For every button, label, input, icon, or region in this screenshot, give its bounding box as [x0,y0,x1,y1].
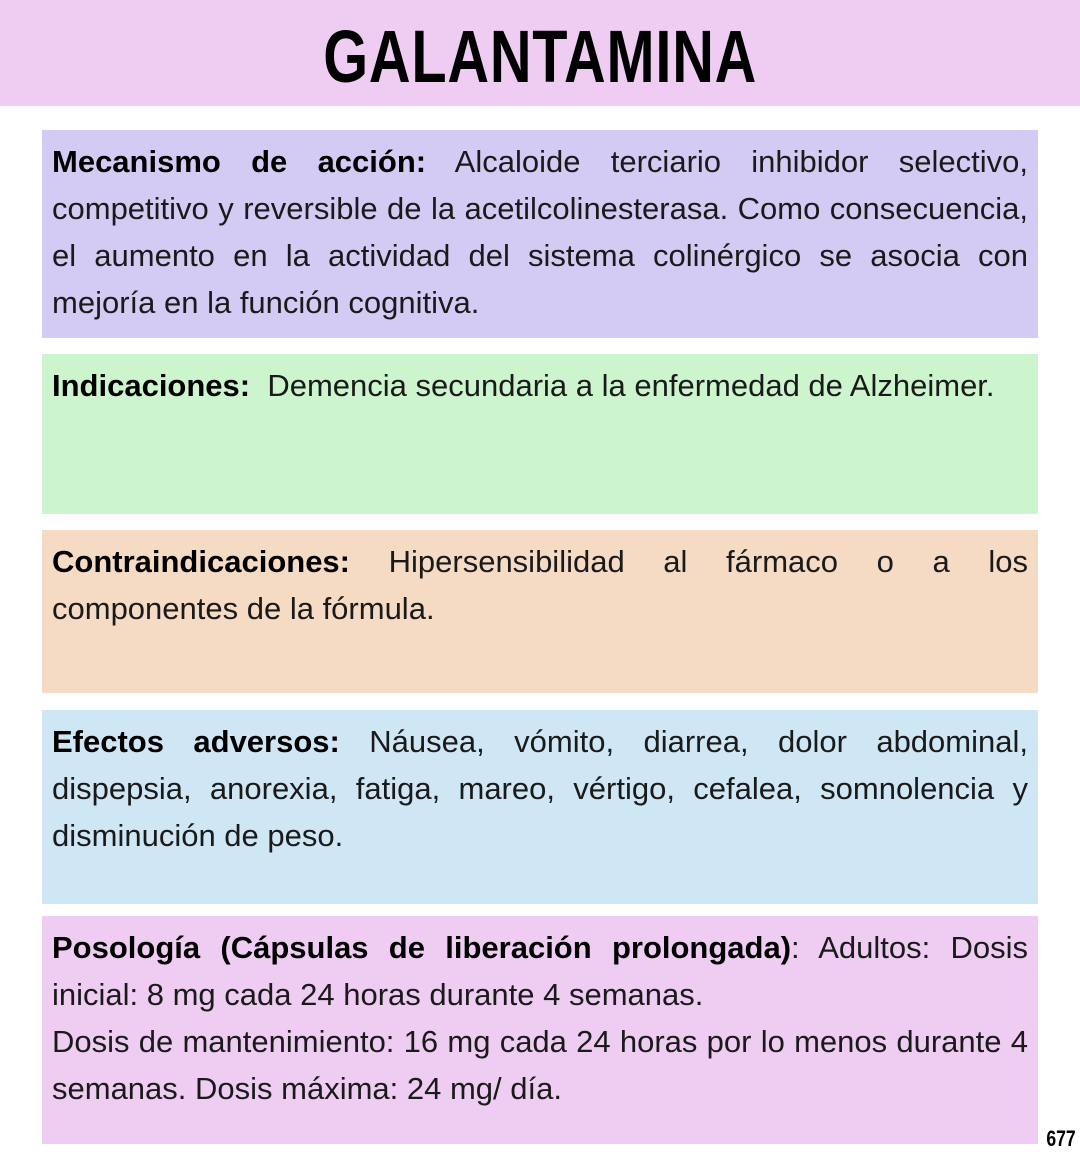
section-text: Alcaloide terciario inhibidor selectivo, competitivo y reversible de la acetilcolinesterasa. Como consecuencia, el aumento en la actividad del sistema colinérgico se asocia con mejoría en la función cognitiva. [52,144,1028,320]
section-mecanismo [42,130,1038,338]
page-title: GALANTAMINA [323,14,757,98]
section-label: Mecanismo de acción: [52,144,427,179]
title-banner [0,0,1080,106]
section-contraindicaciones [42,530,1038,693]
section-label: Posología (Cápsulas de liberación prolongada) [52,930,792,965]
section-text: Náusea, vómito, diarrea, dolor abdominal, dispepsia, anorexia, fatiga, mareo, vértigo, cefalea, somnolencia y disminución de peso. [52,724,1028,853]
section-label: Efectos adversos: [52,724,340,759]
page-number: 677 [1046,1126,1076,1151]
section-label: Indicaciones: [52,368,251,403]
section-efectos-adversos [42,710,1038,904]
section-indicaciones [42,354,1038,514]
section-text-maintenance: Dosis de mantenimiento: 16 mg cada 24 horas por lo menos durante 4 semanas. Dosis máxima: 24 mg/ día. [52,1024,1028,1106]
section-label: Contraindicaciones: [52,544,350,579]
section-text: Demencia secundaria a la enfermedad de Alzheimer. [250,368,995,403]
section-text: Hipersensibilidad al fármaco o a los componentes de la fórmula. [52,544,1028,626]
section-posologia [42,916,1038,1144]
section-text: : Adultos: Dosis inicial: 8 mg cada 24 horas durante 4 semanas. [52,930,1028,1012]
